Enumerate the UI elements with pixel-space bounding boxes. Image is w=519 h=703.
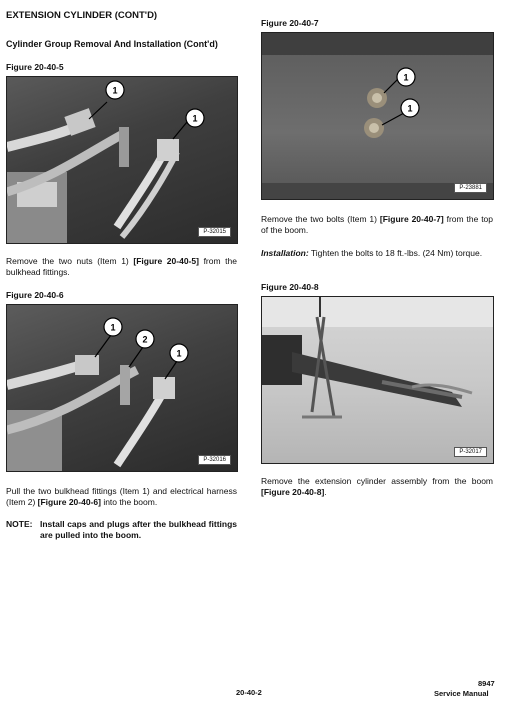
callout-label: 1 (176, 348, 182, 359)
photo-number: P-23881 (454, 183, 487, 193)
callout-label: 1 (407, 103, 413, 114)
photo-number: P-32015 (198, 227, 231, 237)
callout-label: 2 (142, 334, 148, 345)
figure-photo-8 (261, 296, 494, 464)
paragraph-installation: Installation: Tighten the bolts to 18 ft.-lbs. (24 Nm) torque. (261, 248, 483, 258)
manual-title: Service Manual (434, 689, 489, 698)
note-label: NOTE: (6, 519, 33, 529)
section-subtitle: Cylinder Group Removal And Installation (Cont'd) (6, 39, 218, 49)
figure-label-8: Figure 20-40-8 (261, 282, 319, 292)
callout-label: 1 (110, 322, 116, 333)
callout-label: 1 (403, 72, 409, 83)
paragraph-remove-cylinder: Remove the extension cylinder assembly from the boom [Figure 20-40-8]. (261, 476, 493, 497)
page-number: 20-40-2 (236, 688, 262, 697)
section-title: EXTENSION CYLINDER (CONT'D) (6, 10, 158, 21)
note-text: Install caps and plugs after the bulkhead fittings are pulled into the boom. (40, 519, 237, 540)
figure-photo-7 (261, 32, 494, 200)
note-block (6, 519, 237, 541)
document-number: 8947 (478, 679, 495, 688)
figure-label-5: Figure 20-40-5 (6, 62, 64, 72)
photo-number: P-32016 (198, 455, 231, 465)
photo-number: P-32017 (454, 447, 487, 457)
installation-label: Installation: (261, 248, 309, 258)
paragraph-pull-fittings: Pull the two bulkhead fittings (Item 1) and electrical harness (Item 2) [Figure 20-40-6] into the boom. (6, 486, 237, 507)
paragraph-remove-bolts: Remove the two bolts (Item 1) [Figure 20-40-7] from the top of the boom. (261, 214, 494, 235)
figure-label-7: Figure 20-40-7 (261, 18, 319, 28)
paragraph-remove-nuts: Remove the two nuts (Item 1) [Figure 20-40-5] from the bulkhead fittings. (6, 256, 238, 277)
figure-label-6: Figure 20-40-6 (6, 290, 64, 300)
figure-photo-6 (6, 304, 238, 472)
callout-label: 1 (112, 85, 118, 96)
figure-photo-5 (6, 76, 238, 244)
callout-label: 1 (192, 113, 198, 124)
